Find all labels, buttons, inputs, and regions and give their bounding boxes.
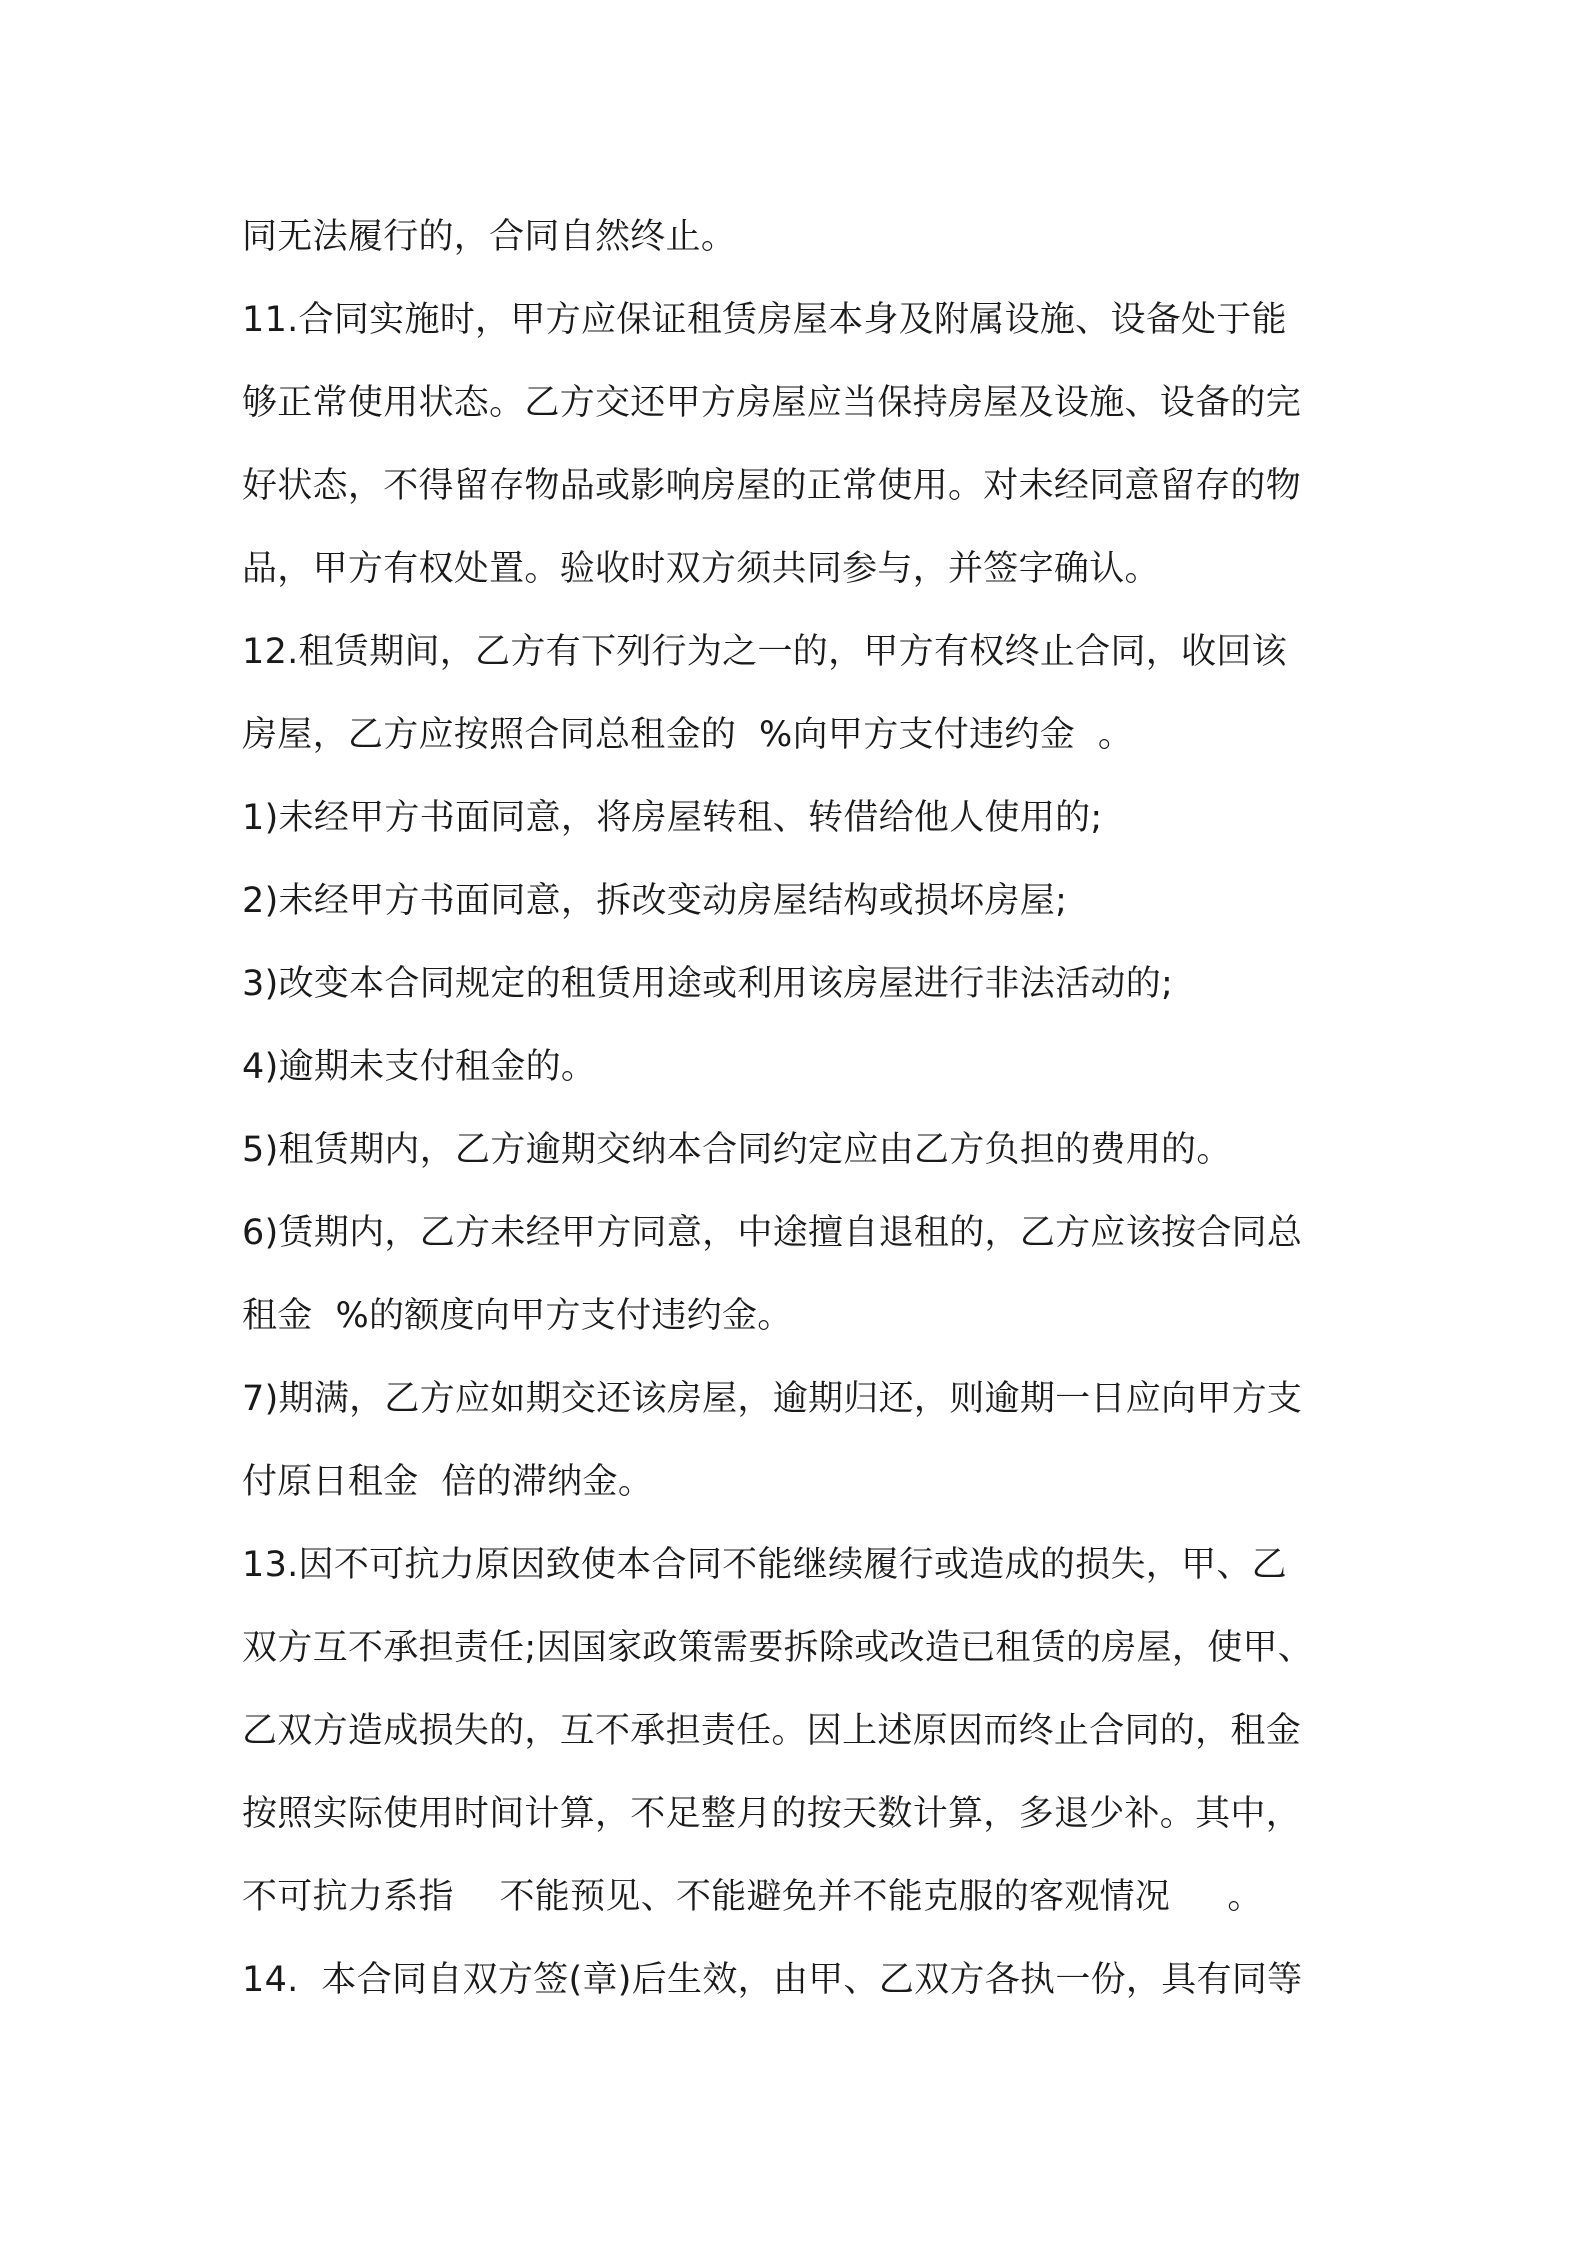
text-line: 7)期满，乙方应如期交还该房屋，逾期归还，则逾期一日应向甲方支 (242, 1379, 1303, 1419)
text-line: 12.租赁期间，乙方有下列行为之一的，甲方有权终止合同，收回该 (242, 632, 1287, 672)
text-line: 14. 本合同自双方签(章)后生效，由甲、乙双方各执一份，具有同等 (242, 1960, 1303, 2000)
text-line: 房屋，乙方应按照合同总租金的 %向甲方支付违约金 。 (242, 715, 1134, 755)
text-line: 11.合同实施时，甲方应保证租赁房屋本身及附属设施、设备处于能 (242, 300, 1287, 340)
text-line: 4)逾期未支付租金的。 (242, 1047, 597, 1087)
text-line: 不可抗力系指 不能预见、不能避免并不能克服的客观情况 。 (242, 1877, 1263, 1917)
text-line: 乙双方造成损失的，互不承担责任。因上述原因而终止合同的，租金 (242, 1711, 1302, 1751)
text-line: 5)租赁期内，乙方逾期交纳本合同约定应由乙方负担的费用的。 (242, 1130, 1232, 1170)
contract-text (242, 196, 1362, 2022)
text-line: 租金 %的额度向甲方支付违约金。 (242, 1296, 793, 1336)
text-line: 好状态，不得留存物品或影响房屋的正常使用。对未经同意留存的物 (242, 466, 1302, 506)
text-line: 同无法履行的，合同自然终止。 (242, 217, 737, 257)
text-line: 13.因不可抗力原因致使本合同不能继续履行或造成的损失，甲、乙 (242, 1545, 1287, 1585)
text-line: 双方互不承担责任;因国家政策需要拆除或改造已租赁的房屋，使甲、 (242, 1628, 1314, 1668)
text-line: 够正常使用状态。乙方交还甲方房屋应当保持房屋及设施、设备的完 (242, 383, 1302, 423)
text-line: 1)未经甲方书面同意，将房屋转租、转借给他人使用的; (242, 798, 1103, 838)
text-line: 按照实际使用时间计算，不足整月的按天数计算，多退少补。其中， (242, 1794, 1302, 1834)
text-line: 2)未经甲方书面同意，拆改变动房屋结构或损坏房屋; (242, 881, 1068, 921)
text-line: 品，甲方有权处置。验收时双方须共同参与，并签字确认。 (242, 549, 1160, 589)
text-line: 3)改变本合同规定的租赁用途或利用该房屋进行非法活动的; (242, 964, 1174, 1004)
text-line: 付原日租金 倍的滞纳金。 (242, 1462, 654, 1502)
text-line: 6)赁期内，乙方未经甲方同意，中途擅自退租的，乙方应该按合同总 (242, 1213, 1303, 1253)
